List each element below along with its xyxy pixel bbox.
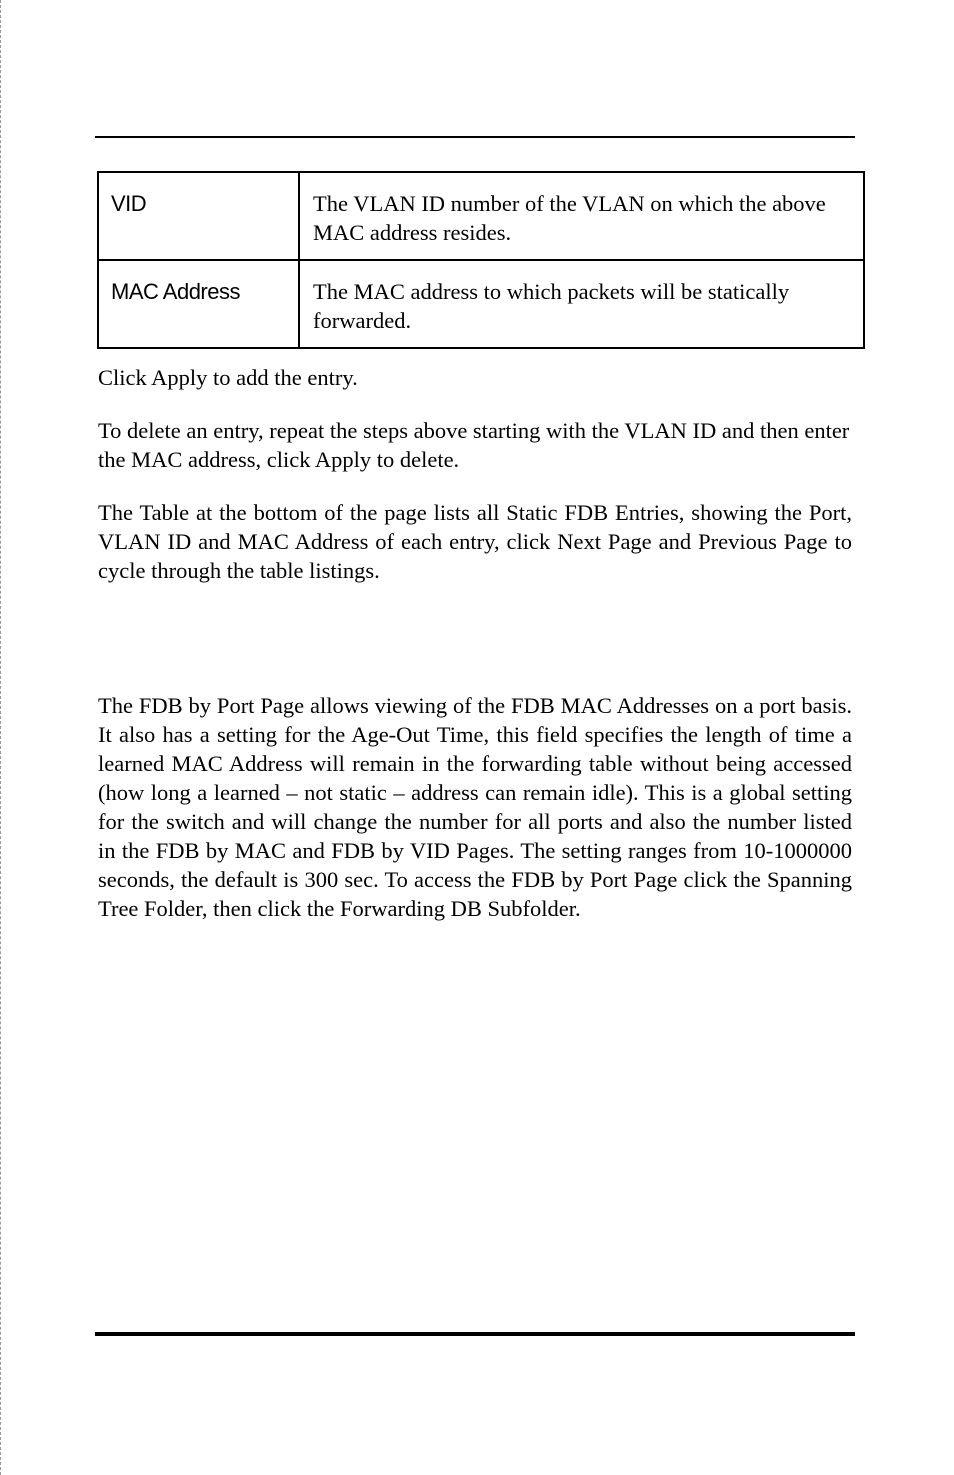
description-cell	[299, 260, 864, 348]
table-row	[98, 260, 864, 348]
apply-paragraph: Click Apply to add the entry.	[98, 365, 358, 390]
page-left-edge	[0, 0, 1, 1475]
description-vid: The VLAN ID number of the VLAN on which the above MAC address resides.	[313, 191, 826, 245]
delete-paragraph: To delete an entry, repeat the steps above starting with the VLAN ID and then enter the MAC address, click Apply to delete.	[98, 418, 850, 472]
fdb-by-port-paragraph: The FDB by Port Page allows viewing of the FDB MAC Addresses on a port basis. It also has a setting for the Age-Out Time, this field specifies the length of time a learned MAC Address will remain in the forwarding table without being accessed (how long a learned – not static – address can remain idle). This is a global setting for the switch and will change the number for all ports and also the number listed in the FDB by MAC and FDB by VID Pages. The setting ranges from 10-1000000 seconds, the default is 300 sec. To access the FDB by Port Page click the Spanning Tree Folder, then click the Forwarding DB Subfolder.	[98, 693, 852, 921]
table-info-paragraph: The Table at the bottom of the page lists all Static FDB Entries, showing the Port, VLAN ID and MAC Address of each entry, click Next Page and Previous Page to cycle through the table listings.	[98, 500, 852, 583]
description-cell	[299, 172, 864, 260]
term-cell	[98, 260, 299, 348]
parameter-table	[97, 171, 865, 349]
footer-rule	[95, 1332, 855, 1336]
term-cell	[98, 172, 299, 260]
term-mac-address: MAC Address	[111, 279, 240, 304]
term-vid: VID	[111, 191, 147, 216]
header-rule	[95, 136, 855, 138]
description-mac-address: The MAC address to which packets will be statically forwarded.	[313, 279, 790, 333]
table-row	[98, 172, 864, 260]
